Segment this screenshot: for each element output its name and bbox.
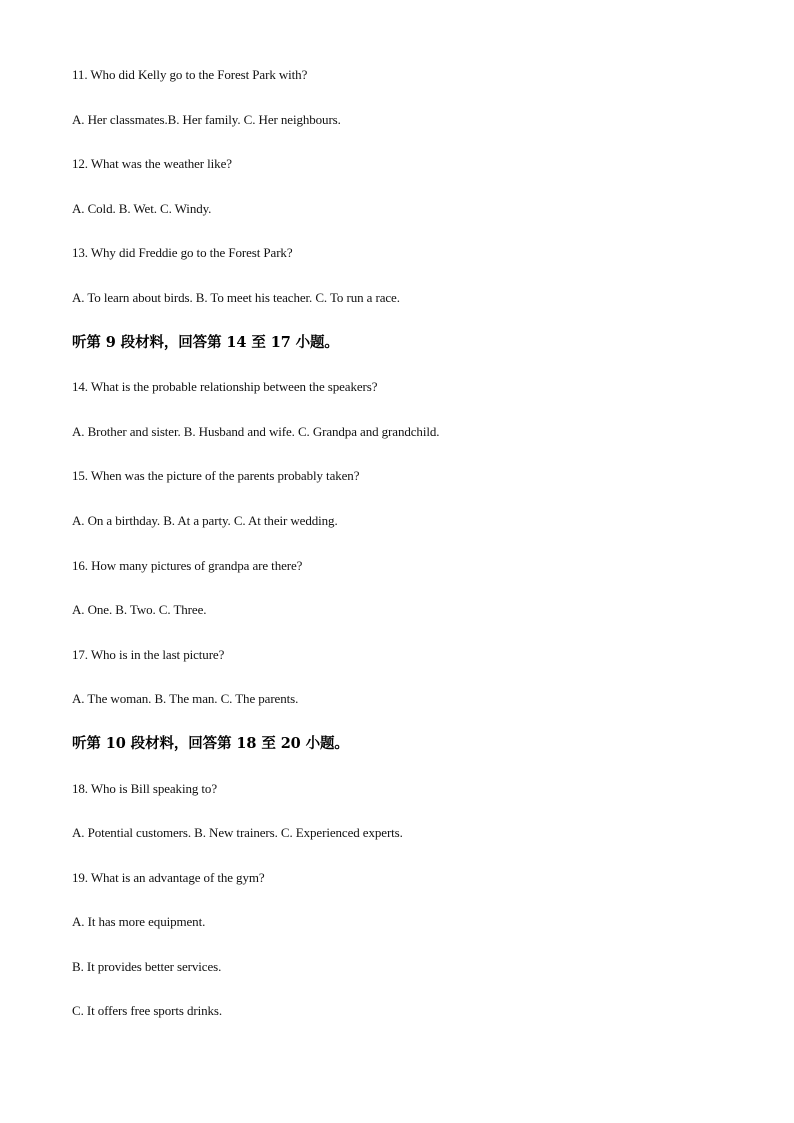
options-13: A. To learn about birds. B. To meet his teacher. C. To run a race. [72,289,400,305]
options-11: A. Her classmates.B. Her family. C. Her neighbours. [72,111,341,127]
option-19-c: C. It offers free sports drinks. [72,1003,223,1019]
question-16: 16. How many pictures of grandpa are there? [72,557,303,573]
section-heading-10: 听第 10 段材料，回答第 18 至 20 小题。 [72,734,349,752]
options-15: A. On a birthday. B. At a party. C. At their wedding. [72,512,338,528]
options-14: A. Brother and sister. B. Husband and wife. C. Grandpa and grandchild. [72,423,440,439]
question-11: 11. Who did Kelly go to the Forest Park with? [72,67,308,82]
document-page [72,64,752,1045]
options-12: A. Cold. B. Wet. C. Windy. [72,200,212,216]
options-17: A. The woman. B. The man. C. The parents. [72,691,299,707]
question-14: 14. What is the probable relationship between the speakers? [72,379,378,395]
question-12: 12. What was the weather like? [72,156,232,172]
option-19-b: B. It provides better services. [72,958,222,974]
question-13: 13. Why did Freddie go to the Forest Park? [72,245,293,261]
question-18: 18. Who is Bill speaking to? [72,780,218,796]
option-19-a: A. It has more equipment. [72,914,206,930]
question-19: 19. What is an advantage of the gym? [72,869,265,885]
options-16: A. One. B. Two. C. Three. [72,602,207,618]
options-18: A. Potential customers. B. New trainers. C. Experienced experts. [72,825,403,841]
question-17: 17. Who is in the last picture? [72,646,225,662]
question-15: 15. When was the picture of the parents probably taken? [72,468,360,484]
section-heading-9: 听第 9 段材料，回答第 14 至 17 小题。 [72,333,339,351]
